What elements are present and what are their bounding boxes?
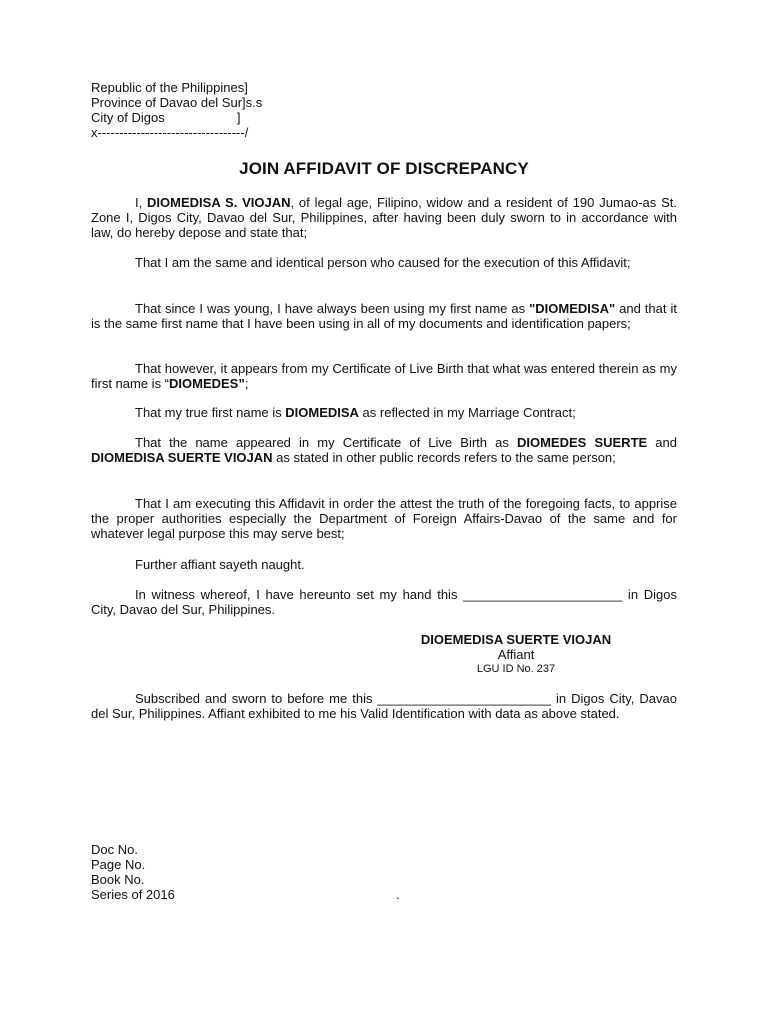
footer-doc-no: Doc No. bbox=[91, 842, 138, 857]
jurat-paragraph: Subscribed and sworn to before me this ________________________ in Digos City, Davao del Sur, Philippines. Affiant exhibited to me his Valid Identification with data as above stated. bbox=[91, 691, 677, 721]
signature-block bbox=[400, 632, 632, 676]
paragraph-7: That I am executing this Affidavit in order the attest the truth of the foregoing facts, to apprise the proper authorities especially the Department of Foreign Affairs-Davao of the same and for whatever legal purpose this may serve best; bbox=[91, 496, 677, 541]
p5-text-a: That my true first name is bbox=[135, 405, 286, 420]
p5-text-b: as reflected in my Marriage Contract; bbox=[358, 405, 576, 420]
p6-text-b: and bbox=[647, 435, 677, 450]
p4-text-a: That however, it appears from my Certificate of Live Birth that what was entered therein as my first name is “ bbox=[91, 361, 677, 391]
p3-text-b: and that it is the same first name that I have been using in all of my documents and identification papers; bbox=[91, 301, 677, 331]
footer-dot: . bbox=[396, 887, 400, 902]
paragraph-1 bbox=[91, 195, 677, 240]
paragraph-6 bbox=[91, 435, 677, 465]
footer-series: Series of 2016 bbox=[91, 887, 175, 902]
p1-text-a: I, bbox=[135, 195, 148, 210]
header-separator: x----------------------------------/ bbox=[91, 125, 249, 140]
p3-text-a: That since I was young, I have always been using my first name as bbox=[135, 301, 530, 316]
footer-book-no: Book No. bbox=[91, 872, 145, 887]
p6-name-1: DIOMEDES SUERTE bbox=[516, 435, 648, 450]
p6-name-2: DIOMEDISA SUERTE VIOJAN bbox=[91, 450, 273, 465]
p6-text-c: as stated in other public records refers to the same person; bbox=[272, 450, 616, 465]
paragraph-3 bbox=[91, 301, 677, 331]
document-title: JOIN AFFIDAVIT OF DISCREPANCY bbox=[239, 159, 529, 178]
header-republic: Republic of the Philippines] bbox=[91, 80, 248, 95]
p3-name: "DIOMEDISA" bbox=[529, 301, 616, 316]
footer-page-no: Page No. bbox=[91, 857, 146, 872]
header-city: City of Digos ] bbox=[91, 110, 241, 125]
affiant-name: DIOEMEDISA SUERTE VIOJAN bbox=[420, 632, 612, 647]
header-province: Province of Davao del Sur]s.s bbox=[91, 95, 263, 110]
p5-name: DIOMEDISA bbox=[285, 405, 359, 420]
p6-text-a: That the name appeared in my Certificate of Live Birth as bbox=[135, 435, 517, 450]
p1-name: DIOMEDISA S. VIOJAN bbox=[147, 195, 291, 210]
p1-text-b: , of legal age, Filipino, widow and a resident of 190 Jumao-as St. Zone I, Digos City, Davao del Sur, Philippines, after having been duly sworn to in accordance with law, do hereby depose and state that; bbox=[91, 195, 677, 240]
p4-text-b: ; bbox=[244, 376, 249, 391]
paragraph-9: In witness whereof, I have hereunto set my hand this ______________________ in Digos City, Davao del Sur, Philippines. bbox=[91, 587, 677, 617]
affiant-role: Affiant bbox=[497, 647, 535, 662]
paragraph-5 bbox=[91, 405, 677, 420]
affiant-id: LGU ID No. 237 bbox=[476, 663, 556, 675]
paragraph-2: That I am the same and identical person who caused for the execution of this Affidavit; bbox=[135, 255, 631, 270]
paragraph-8: Further affiant sayeth naught. bbox=[135, 557, 305, 572]
paragraph-4 bbox=[91, 361, 677, 391]
p4-name: DIOMEDES” bbox=[169, 376, 245, 391]
